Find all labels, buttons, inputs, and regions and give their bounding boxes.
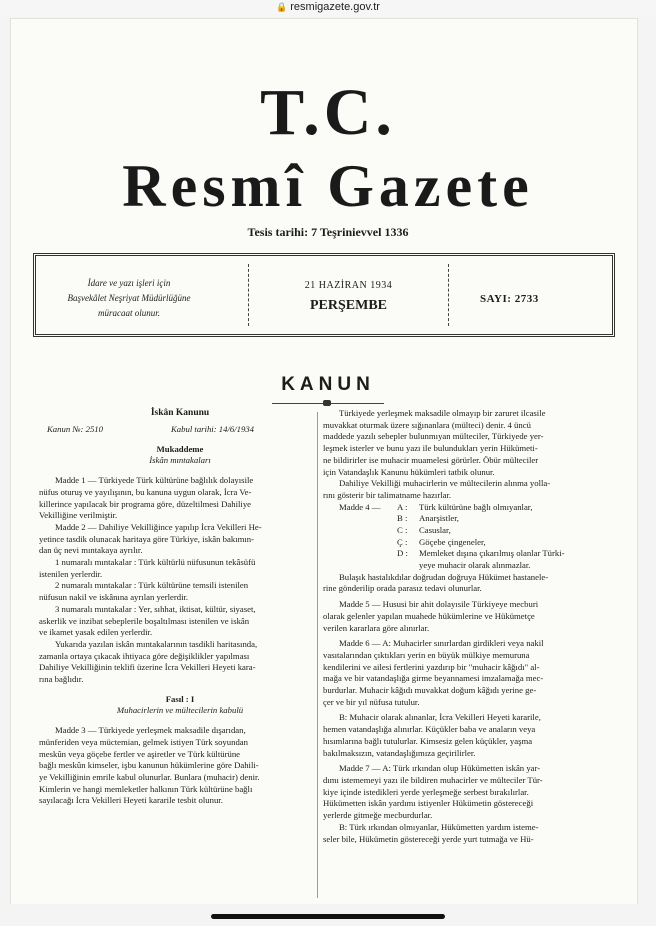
law-title: İskân Kanunu	[150, 408, 210, 418]
mukaddeme-subheading: İskân mıntakaları	[149, 455, 211, 466]
paragraph-talimatname: Dahiliye Vekilliği muhacirlerin ve mültecilerin alınma yolla- rını gösterir bir talimatname hazırlar.	[323, 478, 551, 500]
browser-url-bar[interactable]	[0, 0, 656, 17]
founded-date: Tesis tarihi: 7 Teşrinievvel 1336	[247, 225, 409, 239]
masthead-title: Resmî Gazete	[122, 153, 534, 219]
madde-7: Madde 7 — A: Türk ırkından olup Hükümetten iskân yar- dımı istememeyi yazı ile bildiren muhacirler ve mülteciler Tür- kiye içinde istedikleri yerde yerleşmeğe serbest bırakılırlar. Hükümetten iskân yardımı istiyenler Hükümetin göstereceği yerlerde gitmeğe mecburdurlar.	[323, 763, 543, 821]
issue-date: 21 HAZİRAN 1934	[304, 280, 393, 291]
contact-note: İdare ve yazı işleri için Başvekâlet Neşriyat Müdürlüğüne müracaat olunur.	[67, 278, 191, 318]
lock-icon: 🔒	[276, 2, 288, 12]
madde-6-b: B: Muhacir olarak alınanlar, İcra Vekilleri Heyeti kararile, hemen vatandaşlığa alınırlar. Küçükler baba ve anaların veya hısımlarına bağlı tutulurlar. Kimsesiz gelen küçükler, yaşma bakılmaksızın, vatandaşlığımıza geçirilirler.	[323, 712, 541, 758]
madde-3: Madde 3 — Türkiyede yerleşmek maksadile dışarıdan, münferiden veya müctemian, gelmek istiyen Türk soyundan meskûn veya göçebe fertler ve aşiretler ve Türk kültürüne bağlı meskûn kimseler, işbu kanunun hükümlerine göre Dahili- ye Vekilliğinin emrile kabul olunurlar. Bunlara (muhacir) denir. Kimlerin ve hangi memleketler halkının Türk kültürüne bağlı sayılacağı İcra Vekilleri Heyeti kararile tesbit olunur.	[39, 725, 260, 806]
section-title: KANUN	[281, 374, 375, 395]
left-column	[39, 408, 321, 807]
madde-7-b: B: Türk ırkından olmıyanlar, Hükümetten yardım isteme- seler bile, Hükümetin göstereceği yerde yurt tutmağa ve Hü-	[323, 821, 539, 844]
madde-4: Madde 4 — A : Türk kültürüne bağlı olmıyanlar, B : Anarşistler, C : Casuslar, Ç : Göçebe çingeneler, D : Memleket dışına çıkarılmış olanlar Türki- yeye muhacir olarak alınmazlar.	[339, 501, 565, 571]
mintaka-3: 3 numaralı mıntakalar : Yer, sıhhat, iktisat, kültür, siyaset, askerlik ve inzibat sebeplerile boşaltılması istenilen ve iskân ve ikamet yasak edilen yerlerdir.	[39, 603, 256, 638]
issue-info-box	[33, 253, 615, 337]
paragraph-multeci: Türkiyede yerleşmek maksadile olmayıp bir zaruret ilcasile muvakkat oturmak üzere sığınanlara (mülteci) denir. 4 üncü maddede yazılı sebepler bulunmıyan mülteciler, Türkiyede yer- leşmek isterler ve bunu yazı ile bulundukları yerin Hükümeti- ne bildirirler ise muhacir muamelesi görürler. Öbür mülteciler için Vatandaşlık Kanunu hükümleri tatbik olunur.	[323, 408, 546, 477]
right-column	[323, 408, 605, 845]
law-number: Kanun №: 2510	[47, 423, 103, 434]
issue-number: SAYI: 2733	[480, 293, 539, 305]
issue-day: PERŞEMBE	[309, 298, 387, 313]
paragraph-bulasik: Bulaşık hastalıkdılar doğrudan doğruya Hükümet hastanele- rine gönderilip orada parasız tedavi olunurlar.	[323, 571, 549, 594]
fasil-heading: Fasıl : I	[165, 693, 195, 704]
madde-1: Madde 1 — Türkiyede Türk kültürüne bağlılık dolayısile nüfus oturuş ve yayılışının, bu kanuna uygun olarak, İcra Ve- killerince yapılacak bir programa göre, düzeltilmesi Dahiliye Vekilliğine verilmiştir.	[39, 475, 254, 521]
issue-date-block	[276, 280, 421, 314]
url-text: resmigazete.gov.tr	[290, 1, 380, 13]
title-ornament	[272, 400, 384, 406]
masthead-tc: T.C.	[260, 76, 396, 149]
box-divider	[248, 264, 250, 326]
box-divider	[448, 264, 450, 326]
mintaka-1: 1 numaralı mıntakalar : Türk kültürlü nüfusunun tekâsüfü istenilen yerlerdir.	[39, 557, 256, 579]
mukaddeme-heading: Mukaddeme	[156, 443, 204, 454]
madde-6: Madde 6 — A: Muhacirler sınırlardan girdikleri veya nakil vasıtalarından çıktıkları yerin en büyük mülkiye memuruna kendilerini ve ailesi fertlerini yazdırıp bir "muhacir kâğıdı" al- mağa ve bir vatandaşlığa girme beyannamesi imzalamağa mec- burdurlar. Muhacir kâğıdı muvakkat doğum kâğıdı yerine ge- çer ve bir yıl nüfusa tutulur.	[323, 638, 544, 707]
law-meta	[39, 424, 321, 436]
paragraph-yukarida: Yukarıda yazılan iskân mıntakalarının tasdikli haritasında, zamanla ortaya çıkacak ihtiyaca göre değişiklikler yapılması Dahiliye Vekilliğinin teklifi üzerine İcra Vekilleri Heyeti kara- rına bağlıdır.	[39, 638, 258, 685]
madde-5: Madde 5 — Hususi bir ahit dolayısile Türkiyeye mecburi olarak gelenler yapılan muahede hükümlerine ve Hükümetçe verilen kararlara göre alınırlar.	[323, 599, 539, 633]
mintaka-2: 2 numaralı mıntakalar : Türk kültürüne temsili istenilen nüfusun nakil ve iskânına ayrılan yerlerdir.	[39, 580, 249, 603]
home-indicator[interactable]	[211, 914, 445, 919]
madde-2: Madde 2 — Dahiliye Vekilliğince yapılıp İcra Vekilleri He- yetince tasdik olunacak haritaya göre Türkiye, iskân bakımın- dan üç nevi mıntakaya ayrılır.	[39, 521, 262, 556]
law-accepted-date: Kabul tarihi: 14/6/1934	[171, 423, 255, 434]
fasil-subheading: Muhacirlerin ve mültecilerin kabulü	[116, 705, 244, 716]
